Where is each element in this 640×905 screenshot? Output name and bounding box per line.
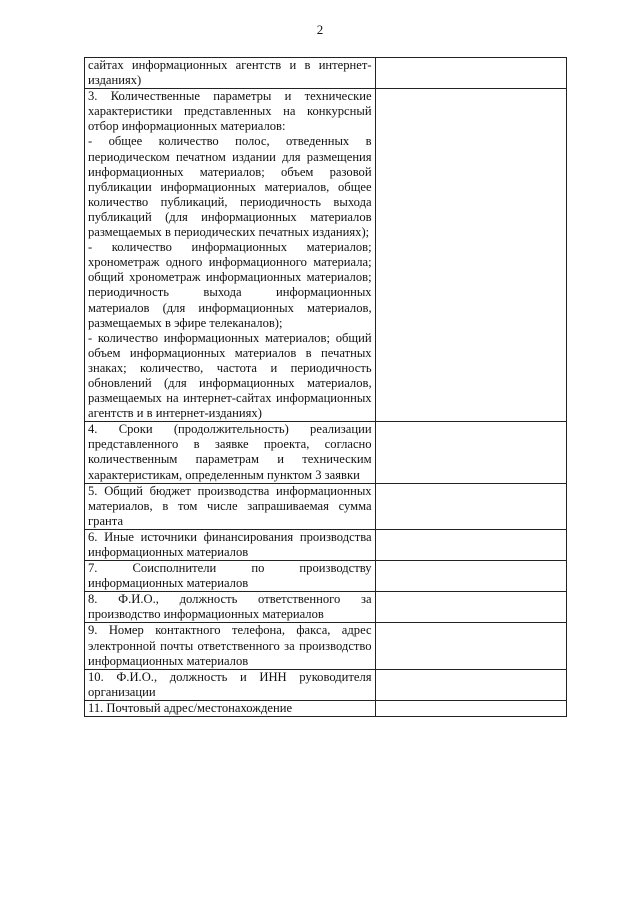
row-label-cell xyxy=(85,561,376,592)
table-row xyxy=(85,561,567,592)
row-label-cell xyxy=(85,592,376,623)
row-label-cell xyxy=(85,669,376,700)
form-table-body xyxy=(85,58,567,717)
row-label: 4. Сроки (продолжительность) реализации представленного в заявке проекта, согласно количественным параметрам и техническим характеристикам, определенным пунктом 3 заявки xyxy=(88,422,372,482)
row-value-cell[interactable] xyxy=(375,89,566,422)
row-value-cell[interactable] xyxy=(375,669,566,700)
row-value-cell[interactable] xyxy=(375,422,566,483)
row-label: 5. Общий бюджет производства информационных материалов, в том числе запрашиваемая сумма гранта xyxy=(88,483,372,528)
row-label-cell xyxy=(85,58,376,89)
row-value-cell[interactable] xyxy=(375,623,566,669)
row-value-cell[interactable] xyxy=(375,529,566,560)
row-value-cell[interactable] xyxy=(375,58,566,89)
row-label-cell xyxy=(85,422,376,483)
table-row xyxy=(85,89,567,422)
row-label-cell xyxy=(85,529,376,560)
row-label: 6. Иные источники финансирования производства информационных материалов xyxy=(88,529,372,559)
table-row xyxy=(85,529,567,560)
row-value-cell[interactable] xyxy=(375,700,566,716)
row-label: 3. Количественные параметры и технические характеристики представленных на конкурсный отбор информационных материалов: - общее количество полос, отведенных в периодическом печатном издании для размещения информационных материалов; объем разовой публикации информационных материалов, общее количество публикаций, периодичность выхода публикаций (для информационных материалов размещаемых в периодических печатных изданиях); - количество информационных материалов; хронометраж одного информационного материала; общий хронометраж информационных материалов; периодичность выхода информационных материалов (для информационных материалов, размещаемых в эфире телеканалов); - количество информационных материалов; общий объем информационных материалов в печатных знаках; количество, частота и периодичность обновлений (для информационных материалов, размещаемых на интернет-сайтах информационных агентств и в интернет-изданиях) xyxy=(88,89,372,421)
row-label: 9. Номер контактного телефона, факса, адрес электронной почты ответственного за производство информационных материалов xyxy=(88,623,372,668)
row-label: 7. Соисполнители по производству информационных материалов xyxy=(88,561,372,591)
page-number: 2 xyxy=(316,22,324,37)
row-label-cell xyxy=(85,623,376,669)
row-label-cell xyxy=(85,483,376,529)
table-row xyxy=(85,700,567,716)
row-label: сайтах информационных агентств и в интернет-изданиях) xyxy=(88,58,372,88)
table-row xyxy=(85,483,567,529)
table-row xyxy=(85,422,567,483)
row-value-cell[interactable] xyxy=(375,483,566,529)
application-form-table xyxy=(84,57,567,717)
row-value-cell[interactable] xyxy=(375,561,566,592)
row-label-cell xyxy=(85,700,376,716)
table-row xyxy=(85,58,567,89)
row-label: 11. Почтовый адрес/местонахождение xyxy=(88,700,293,715)
row-label-cell xyxy=(85,89,376,422)
row-value-cell[interactable] xyxy=(375,592,566,623)
row-label: 10. Ф.И.О., должность и ИНН руководителя организации xyxy=(88,669,372,699)
table-row xyxy=(85,592,567,623)
row-label: 8. Ф.И.О., должность ответственного за производство информационных материалов xyxy=(88,592,372,622)
table-row xyxy=(85,669,567,700)
table-row xyxy=(85,623,567,669)
